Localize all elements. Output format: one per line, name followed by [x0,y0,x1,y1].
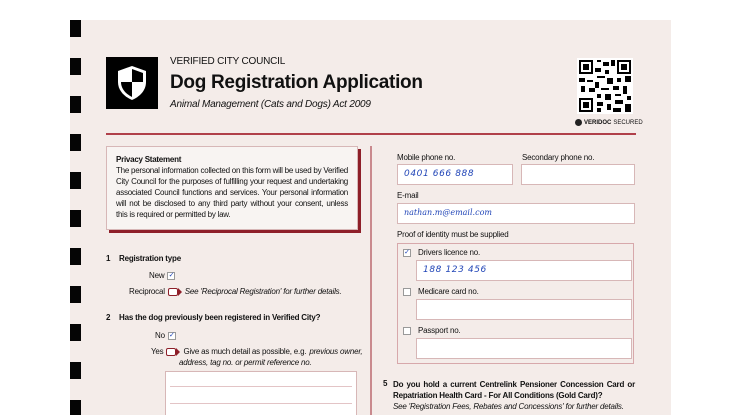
checkbox-medicare[interactable] [403,288,411,296]
writing-line [170,386,352,387]
binding-hole [70,400,81,415]
binding-hole [70,58,81,75]
option-yes-label: Yes [151,347,164,356]
writing-line [170,403,352,404]
drivers-licence-field[interactable] [416,260,632,281]
binding-hole [70,172,81,189]
question-5-note: See 'Registration Fees, Rebates and Concessions' for further details. [393,402,624,411]
shield-icon [115,64,149,102]
option-no-label: No [155,331,165,340]
medicare-field[interactable] [416,299,632,320]
secondary-phone-field[interactable] [521,164,635,185]
option-new-label: New [149,271,165,280]
identity-option-passport[interactable] [403,326,461,335]
binding-holes [70,20,82,415]
arrow-icon [176,348,180,356]
binding-hole [70,96,81,113]
page-subtitle: Animal Management (Cats and Dogs) Act 2009 [170,99,371,110]
binding-hole [70,324,81,341]
arrow-icon [178,288,182,296]
question-1-number: 1 [106,254,111,263]
option-new[interactable] [149,271,175,280]
checkbox-no[interactable]: ✓ [168,331,175,339]
veridoc-secured-badge [575,119,643,126]
email-value: nathan.m@email.com [404,208,492,217]
option-yes[interactable] [151,347,362,356]
secured-brand: VERIDOC [584,119,612,126]
identity-option-drivers-licence[interactable] [403,248,480,257]
council-logo [106,57,158,109]
question-1-text: Registration type [119,254,181,263]
yes-note-italic: previous owner, [309,347,363,356]
privacy-title: Privacy Statement [116,155,182,164]
passport-label: Passport no. [418,326,461,335]
secured-label: SECURED [613,119,643,126]
passport-field[interactable] [416,338,632,359]
drivers-licence-value: 188 123 456 [423,265,487,275]
form-page [70,20,671,415]
question-5-text: Do you hold a current Centrelink Pensioner Concession Card or Repatriation Health Card - For All Conditions (Gold Card)? [393,380,635,400]
reciprocal-note: See 'Reciprocal Registration' for further details. [184,287,342,296]
checkbox-passport[interactable] [403,327,411,335]
option-reciprocal-label: Reciprocal [129,287,165,296]
checkbox-new[interactable]: ✓ [168,271,175,279]
checkbox-reciprocal[interactable] [168,288,178,296]
question-5-number: 5 [383,379,388,388]
privacy-statement [106,146,358,230]
secondary-phone-label: Secondary phone no. [522,153,595,162]
checkbox-yes[interactable] [166,348,176,356]
binding-hole [70,362,81,379]
mobile-label: Mobile phone no. [397,153,456,162]
binding-hole [70,134,81,151]
binding-hole [70,210,81,227]
page-title: Dog Registration Application [170,72,423,93]
question-2-number: 2 [106,313,111,322]
question-5 [393,379,635,412]
yes-note-prefix: Give as much detail as possible, e.g. [183,347,307,356]
binding-hole [70,286,81,303]
option-reciprocal[interactable] [129,287,342,296]
question-2-text: Has the dog previously been registered in Verified City? [119,313,321,322]
previous-registration-details-field[interactable] [165,371,357,415]
mobile-phone-field[interactable] [397,164,513,185]
binding-hole [70,20,81,37]
organisation-name: VERIFIED CITY COUNCIL [170,56,286,67]
yes-note-line-2: address, tag no. or permit reference no. [179,358,312,367]
column-divider [370,146,372,415]
mobile-phone-value: 0401 666 888 [404,169,475,179]
drivers-licence-label: Drivers licence no. [418,248,481,257]
identity-option-medicare[interactable] [403,287,479,296]
privacy-body: The personal information collected on this form will be used by Verified City Council for the purposes of fulfilling your request and undertaking associated Council functions and services. Your personal information will not be disclosed to any third party without your consent, unless this is required or permitted by law. [116,166,348,219]
checkbox-drivers-licence[interactable]: ✓ [404,248,410,256]
binding-hole [70,248,81,265]
veridoc-logo-icon [575,119,582,126]
email-label: E-mail [397,191,419,200]
header-divider [106,133,636,135]
medicare-label: Medicare card no. [418,287,479,296]
identity-heading: Proof of identity must be supplied [397,230,509,239]
qr-code-icon [577,58,633,114]
option-no[interactable] [155,331,176,340]
email-field[interactable] [397,203,635,224]
